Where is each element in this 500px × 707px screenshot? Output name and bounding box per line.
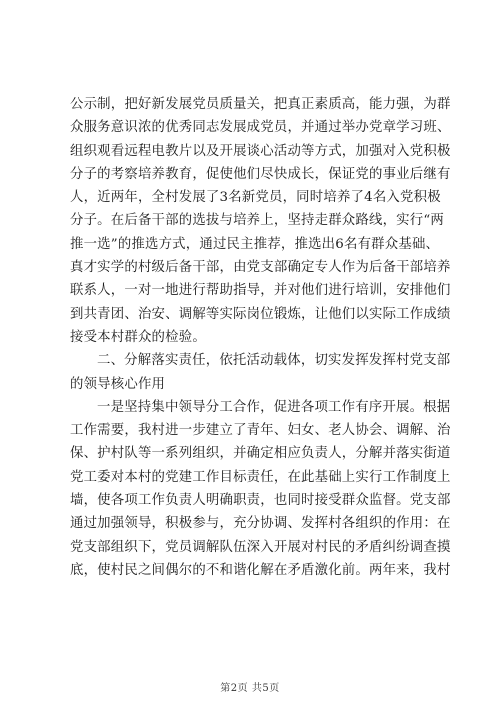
paragraph-line: 党工委对本村的党建工作目标责任，在此基础上实行工作制度上 <box>70 469 451 485</box>
paragraph-line: 众服务意识浓的优秀同志发展成党员，并通过举办党章学习班、 <box>70 120 451 136</box>
paragraph-line: 一是坚持集中领导分工合作，促进各项工作有序开展。根据 <box>97 399 451 415</box>
paragraph-line: 保、护村队等一系列组织，并确定相应负责人，分解并落实街道 <box>70 446 451 462</box>
paragraph-line: 墙，使各项工作负责人明确职责，也同时接受群众监督。党支部 <box>70 493 451 509</box>
section-heading-line: 的领导核心作用 <box>70 376 166 392</box>
paragraph-line: 真才实学的村级后备干部，由党支部确定专人作为后备干部培养 <box>70 260 451 276</box>
paragraph-line: 分子。在后备干部的选拔与培养上，坚持走群众路线，实行“两 <box>70 213 444 229</box>
paragraph-line: 推一选”的推选方式，通过民主推荐，推选出6名有群众基础、 <box>70 236 440 252</box>
document-body <box>70 93 451 582</box>
paragraph-line: 通过加强领导，积极参与，充分协调、发挥村各组织的作用：在 <box>70 516 451 532</box>
paragraph-line: 分子的考察培养教育，促使他们尽快成长，保证党的事业后继有 <box>70 166 451 182</box>
paragraph-line: 党支部组织下，党员调解队伍深入开展对村民的矛盾纠纷调查摸 <box>70 539 451 555</box>
paragraph-line: 到共青团、治安、调解等实际岗位锻炼，让他们以实际工作成绩 <box>70 306 451 322</box>
paragraph-line: 底，使村民之间偶尔的不和谐化解在矛盾激化前。两年来，我村 <box>70 562 451 578</box>
section-heading-line: 二、分解落实责任，依托活动载体，切实发挥发挥村党支部 <box>97 353 451 369</box>
paragraph-line: 工作需要，我村进一步建立了青年、妇女、老人协会、调解、治 <box>70 423 451 439</box>
paragraph-line: 组织观看远程电教片以及开展谈心活动等方式，加强对入党积极 <box>70 143 451 159</box>
paragraph-line: 联系人，一对一地进行帮助指导，并对他们进行培训，安排他们 <box>70 283 451 299</box>
page-number-footer: 第2页 共5页 <box>220 683 280 694</box>
paragraph-line: 人，近两年，全村发展了3名新党员，同时培养了4名入党积极 <box>70 190 441 206</box>
paragraph-line: 接受本村群众的检验。 <box>70 329 206 345</box>
paragraph-line: 公示制，把好新发展党员质量关，把真正素质高，能力强，为群 <box>70 97 451 112</box>
